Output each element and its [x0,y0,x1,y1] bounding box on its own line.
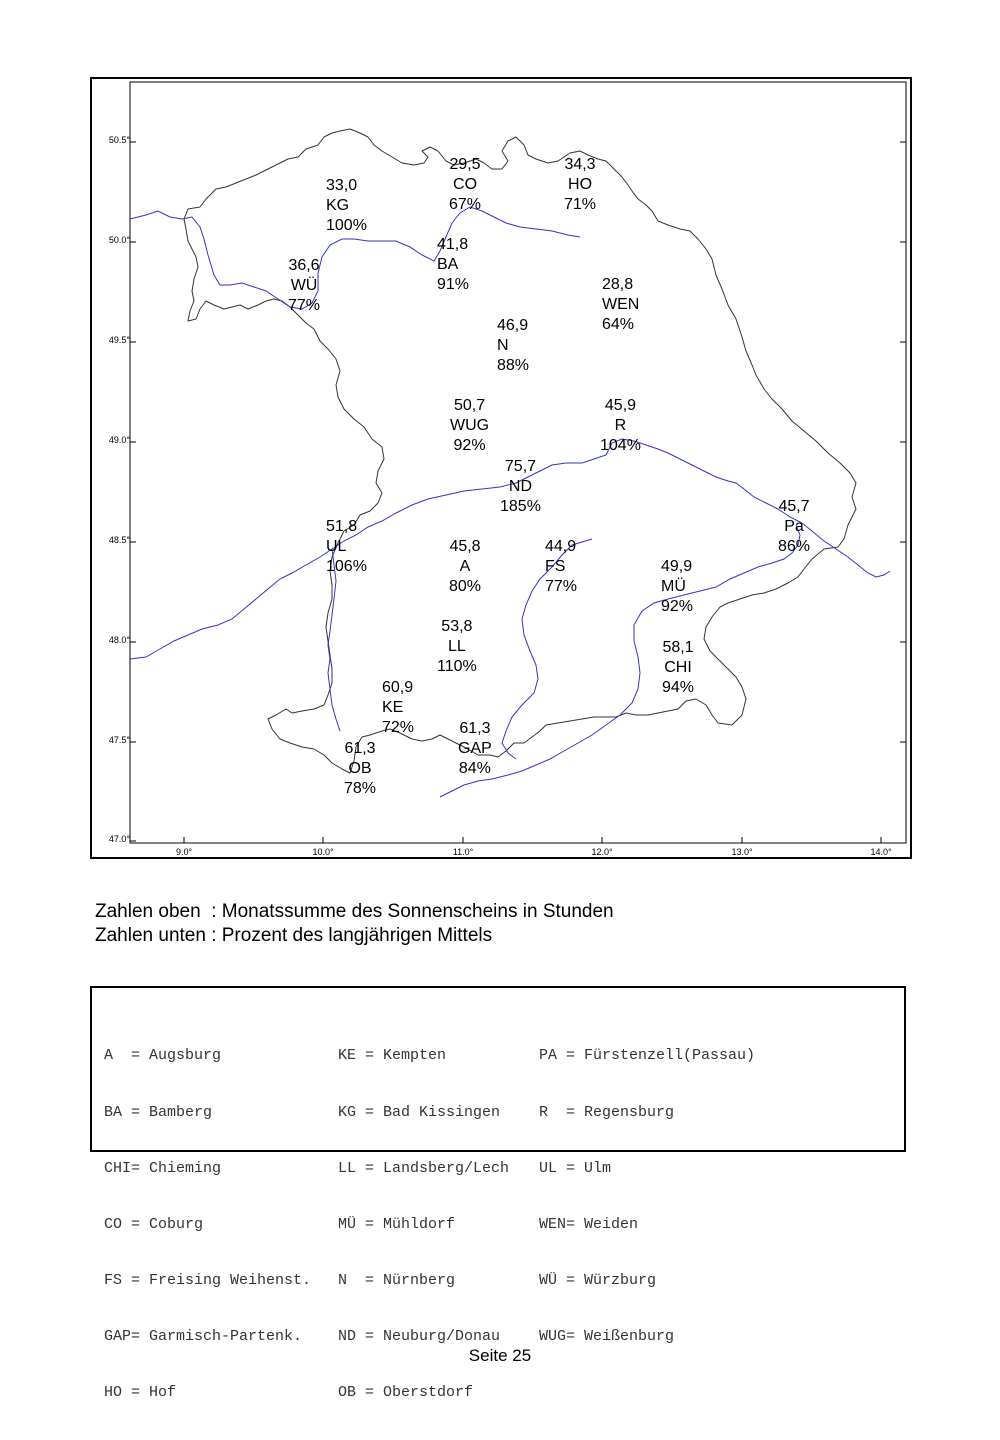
station-hours: 53,8 [441,618,473,635]
station-percent: 67% [449,196,482,213]
legend-entry: CO = Coburg [104,1215,204,1233]
legend-entry: OB = Oberstdorf [338,1384,474,1402]
legend-entry: WÜ = Würzburg [539,1271,657,1289]
station-percent: 110% [437,658,477,675]
legend-column-2 [338,1010,509,1440]
station-hours: 61,3 [344,740,376,757]
legend-entry: KG = Bad Kissingen [338,1103,501,1121]
station-percent: 80% [449,578,482,595]
station-percent: 100% [326,217,367,234]
lon-label-13: 13.0° [731,847,753,857]
legend-entry: WUG= Weißenburg [539,1327,675,1345]
lat-label-47-5: 47.5° [108,735,130,745]
legend-entry: FS = Freising Weihenst. [104,1271,312,1289]
station-percent: 94% [662,679,695,696]
legend-column-1 [104,1010,311,1440]
station-r [600,396,641,456]
station-n [497,316,529,376]
lat-label-50-5: 50.5° [108,135,130,145]
right-ticks [900,142,906,742]
station-code: MÜ [661,578,686,595]
station-code: R [614,417,627,434]
station-hours: 49,9 [661,558,693,575]
station-code: KG [326,197,350,214]
lat-label-48-0: 48.0° [108,635,130,645]
station-code: KE [382,699,404,716]
legend-entry: BA = Bamberg [104,1103,213,1121]
station-wug [450,396,489,456]
station-percent: 185% [500,498,541,515]
station-ll [437,617,477,677]
station-chi [662,638,694,698]
station-percent: 104% [600,437,641,454]
station-hours: 75,7 [504,458,537,475]
station-code: FS [545,558,566,575]
station-fs [545,537,577,597]
station-gap [458,719,492,779]
legend-entry: LL = Landsberg/Lech [338,1159,510,1177]
station-percent: 106% [326,558,367,575]
station-percent: 91% [437,276,470,293]
legend-column-3 [539,1010,755,1384]
station-code: OB [348,760,372,777]
legend-entry: HO = Hof [104,1384,177,1402]
legend-entry: CHI= Chieming [104,1159,222,1177]
station-code: ND [508,478,533,495]
station-percent: 64% [602,316,635,333]
lon-label-12: 12.0° [591,847,613,857]
station-hours: 45,9 [604,397,637,414]
lon-label-10: 10.0° [312,847,334,857]
station-percent: 86% [778,538,811,555]
station-hours: 44,9 [545,538,577,555]
station-hours: 29,5 [449,156,481,173]
station-co [449,155,481,215]
station-percent: 92% [453,437,486,454]
station-code: N [497,337,509,354]
station-percent: 72% [382,719,415,736]
legend-entry: UL = Ulm [539,1159,612,1177]
lon-label-14: 14.0° [870,847,892,857]
legend-entry: KE = Kempten [338,1047,447,1065]
legend-entry: PA = Fürstenzell(Passau) [539,1047,756,1065]
station-hours: 33,0 [326,177,358,194]
legend-entry: R = Regensburg [539,1103,675,1121]
legend-entry: WEN= Weiden [539,1215,639,1233]
lon-label-9: 9.0° [175,847,193,857]
station-hours: 45,8 [449,538,481,555]
lat-label-47-0: 47.0° [108,834,130,844]
lat-label-50-0: 50.0° [108,235,130,245]
legend-entry: ND = Neuburg/Donau [338,1327,501,1345]
station-percent: 77% [288,297,321,314]
legend-entry: MÜ = Mühldorf [338,1215,456,1233]
legend-entry: N = Nürnberg [338,1271,456,1289]
left-ticks [130,142,136,841]
lat-label-49-0: 49.0° [108,435,130,445]
bottom-ticks [184,837,881,843]
station-hours: 50,7 [453,397,486,414]
station-hours: 45,7 [778,498,810,515]
map-frame [90,77,912,859]
station-code: WEN [602,296,640,313]
station-hours: 36,6 [288,257,320,274]
legend-entry: GAP= Garmisch-Partenk. [104,1327,303,1345]
map-explanation [95,900,614,948]
station-percent: 88% [497,357,530,374]
station-hours: 46,9 [497,317,529,334]
station-hours: 58,1 [662,639,694,656]
station-code: HO [568,176,593,193]
lon-label-11: 11.0° [452,847,474,857]
station-mu [661,557,693,617]
station-ke [382,678,414,738]
station-percent: 77% [545,578,578,595]
station-hours: 61,3 [459,720,491,737]
station-percent: 71% [564,196,597,213]
station-ba [437,235,469,295]
station-hours: 60,9 [382,679,414,696]
station-code: UL [326,538,347,555]
station-pa [778,497,810,557]
station-wu [288,256,320,316]
station-hours: 28,8 [602,276,634,293]
lat-label-49-5: 49.5° [108,335,130,345]
station-ho [564,155,596,215]
station-hours: 34,3 [564,156,596,173]
legend-entry: A = Augsburg [104,1047,222,1065]
station-percent: 92% [661,598,694,615]
station-code: CHI [664,659,692,676]
station-code: BA [437,256,459,273]
explanation-lower-numbers: Zahlen unten : Prozent des langjährigen Mittels [95,925,493,946]
station-code: LL [447,638,466,655]
station-percent: 78% [344,780,377,797]
station-hours: 41,8 [437,236,469,253]
station-a [449,537,481,597]
station-code: WÜ [290,277,318,294]
station-nd [500,457,541,517]
station-code: Pa [784,518,804,535]
station-percent: 84% [458,760,491,777]
state-border [184,129,856,773]
page-number: Seite 25 [468,1346,532,1365]
lat-label-48-5: 48.5° [108,535,130,545]
station-code: GAP [458,740,492,757]
station-ul [326,517,367,577]
station-wen [602,275,639,335]
station-ob [344,739,376,799]
station-kg [326,176,367,236]
station-hours: 51,8 [326,518,358,535]
explanation-upper-numbers: Zahlen oben : Monatssumme des Sonnenscheins in Stunden [95,901,614,922]
station-code: WUG [450,417,490,434]
station-code: A [459,558,471,575]
station-code: CO [453,176,478,193]
